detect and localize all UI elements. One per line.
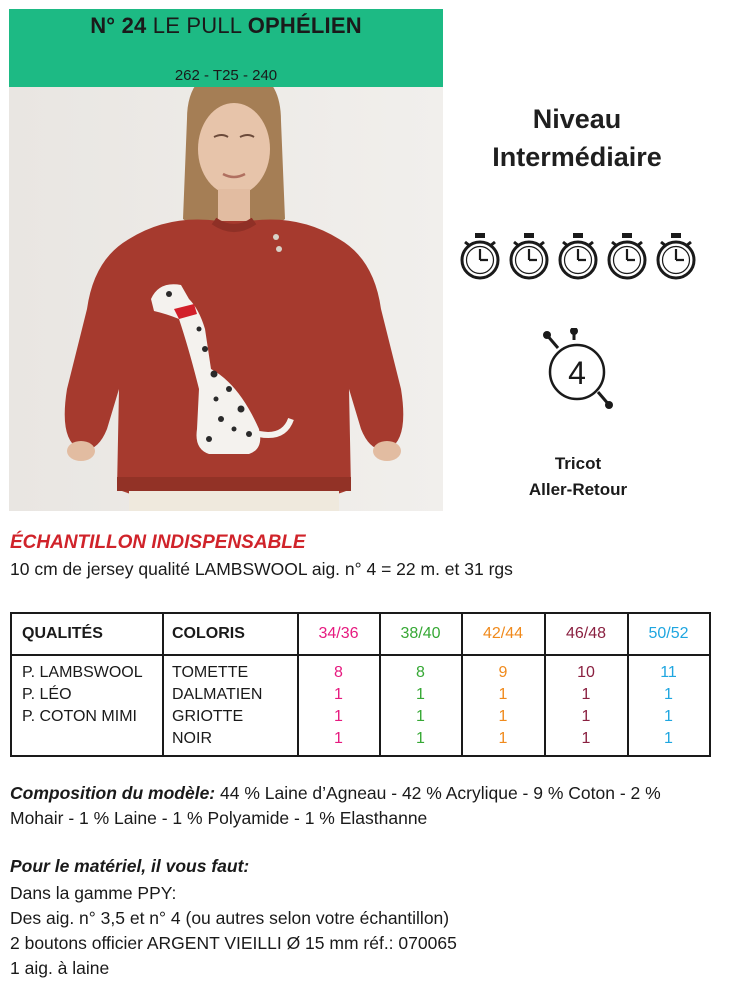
quantity-cell: 8 bbox=[416, 664, 425, 681]
difficulty-level bbox=[452, 100, 702, 176]
needle-size-value: 4 bbox=[568, 355, 586, 391]
quantity-cell: 1 bbox=[581, 730, 591, 747]
material-title: Pour le matériel, il vous faut: bbox=[10, 856, 250, 876]
knitting-needle-icon bbox=[540, 328, 616, 412]
quantity-cell: 1 bbox=[664, 686, 673, 703]
stopwatch-icon bbox=[458, 232, 502, 280]
level-label: Niveau bbox=[532, 104, 622, 134]
quantity-cell: 8 bbox=[334, 664, 343, 681]
pattern-name: OPHÉLIEN bbox=[247, 13, 362, 38]
quantity-cell: 1 bbox=[581, 708, 591, 725]
header-size: 50/52 bbox=[648, 625, 689, 642]
gauge-title: ÉCHANTILLON INDISPENSABLE bbox=[10, 532, 306, 553]
model-photo bbox=[9, 9, 443, 511]
material-line: 2 boutons officier ARGENT VIEILLI Ø 15 mm réf.: 070065 bbox=[10, 933, 457, 953]
header-size: 38/40 bbox=[400, 625, 441, 642]
yarn-table bbox=[10, 612, 711, 757]
quantity-cell: 9 bbox=[498, 664, 508, 681]
quantity-cell: 1 bbox=[416, 730, 425, 747]
header-qualites: QUALITÉS bbox=[22, 625, 103, 642]
pattern-title-middle: LE PULL bbox=[146, 13, 248, 38]
quantity-cell: 10 bbox=[577, 664, 595, 681]
pattern-title bbox=[9, 13, 443, 39]
table-divider bbox=[162, 614, 164, 755]
composition-label: Composition du modèle: bbox=[10, 783, 216, 803]
composition bbox=[10, 781, 718, 831]
quantity-cell: 1 bbox=[498, 730, 508, 747]
composition-text: 44 % Laine d’Agneau - 42 % Acrylique - 9 % Coton - 2 % Mohair - 1 % Laine - 1 % Polyamide - 1 % Elasthanne bbox=[10, 783, 661, 828]
qualite-item: P. LÉO bbox=[22, 686, 72, 703]
qualite-item: P. LAMBSWOOL bbox=[22, 664, 143, 681]
technique-line1: Tricot bbox=[554, 454, 602, 473]
quantity-cell: 11 bbox=[660, 664, 677, 681]
quantity-cell: 1 bbox=[334, 686, 343, 703]
coloris-item: GRIOTTE bbox=[172, 708, 244, 725]
material-line: Des aig. n° 3,5 et n° 4 (ou autres selon votre échantillon) bbox=[10, 908, 450, 928]
material-line: Dans la gamme PPY: bbox=[10, 883, 177, 903]
coloris-item: DALMATIEN bbox=[172, 686, 263, 703]
quantity-cell: 1 bbox=[664, 730, 673, 747]
stopwatch-icon bbox=[605, 232, 649, 280]
quantity-cell: 1 bbox=[498, 708, 508, 725]
qualite-item: P. COTON MIMI bbox=[22, 708, 137, 725]
coloris-item: NOIR bbox=[172, 730, 212, 747]
quantity-cell: 1 bbox=[581, 686, 591, 703]
header-size: 34/36 bbox=[318, 625, 359, 642]
header-coloris: COLORIS bbox=[172, 625, 245, 642]
quantity-cell: 1 bbox=[416, 708, 425, 725]
pattern-number: N° 24 bbox=[90, 13, 147, 38]
stopwatch-icon bbox=[654, 232, 698, 280]
gauge-text: 10 cm de jersey qualité LAMBSWOOL aig. n° 4 = 22 m. et 31 rgs bbox=[10, 559, 513, 579]
level-value: Intermédiaire bbox=[492, 142, 662, 172]
coloris-item: TOMETTE bbox=[172, 664, 249, 681]
quantity-cell: 1 bbox=[334, 708, 343, 725]
header-size: 46/48 bbox=[565, 625, 607, 642]
difficulty-rating bbox=[458, 232, 698, 280]
pattern-reference: 262 - T25 - 240 bbox=[174, 67, 278, 84]
stopwatch-icon bbox=[507, 232, 551, 280]
technique-line2: Aller-Retour bbox=[528, 480, 628, 499]
quantity-cell: 1 bbox=[334, 730, 343, 747]
quantity-cell: 1 bbox=[498, 686, 508, 703]
quantity-cell: 1 bbox=[664, 708, 673, 725]
stopwatch-icon bbox=[556, 232, 600, 280]
material-line: 1 aig. à laine bbox=[10, 958, 110, 978]
technique bbox=[480, 451, 676, 503]
header-size: 42/44 bbox=[482, 625, 524, 642]
quantity-cell: 1 bbox=[416, 686, 425, 703]
